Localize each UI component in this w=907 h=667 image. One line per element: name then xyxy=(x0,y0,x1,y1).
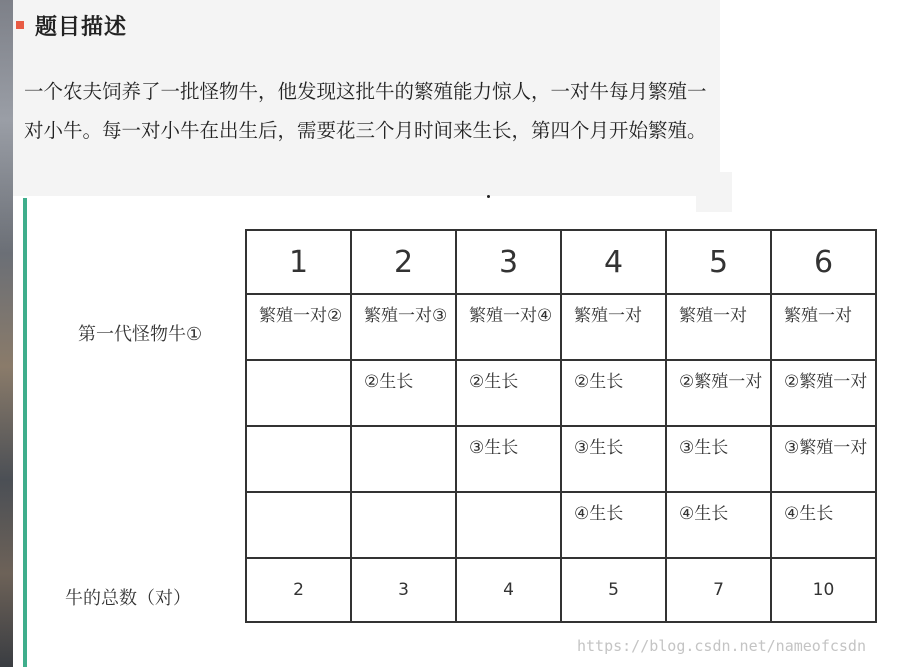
table-cell: ②生长 xyxy=(456,360,561,426)
figure-quote-bar xyxy=(23,198,27,667)
table-cell xyxy=(456,492,561,558)
stray-dot xyxy=(487,195,490,198)
background-photo-strip xyxy=(0,0,13,667)
table-cell: ②繁殖一对 xyxy=(771,360,876,426)
table-cell: 繁殖一对 xyxy=(561,294,666,360)
table-cell: ②生长 xyxy=(561,360,666,426)
table-cell: 繁殖一对 xyxy=(771,294,876,360)
row-label-total: 牛的总数（对） xyxy=(65,588,191,609)
table-cell: ③生长 xyxy=(666,426,771,492)
month-cell: 4 xyxy=(561,230,666,294)
table-row xyxy=(246,294,876,360)
month-cell: 6 xyxy=(771,230,876,294)
month-cell: 3 xyxy=(456,230,561,294)
total-row xyxy=(246,558,876,622)
table-cell: 繁殖一对② xyxy=(246,294,351,360)
watermark: https://blog.csdn.net/nameofcsdn xyxy=(577,637,866,655)
table-cell: 繁殖一对③ xyxy=(351,294,456,360)
table-cell xyxy=(351,426,456,492)
total-cell: 7 xyxy=(666,558,771,622)
row-label-first-generation: 第一代怪物牛① xyxy=(78,324,203,345)
title-marker-icon xyxy=(16,21,24,29)
section-header xyxy=(16,10,127,40)
table-row xyxy=(246,360,876,426)
table-cell: ②生长 xyxy=(351,360,456,426)
table-cell: ③生长 xyxy=(561,426,666,492)
table-cell: ④生长 xyxy=(561,492,666,558)
total-cell: 2 xyxy=(246,558,351,622)
month-cell: 5 xyxy=(666,230,771,294)
table-row xyxy=(246,492,876,558)
section-title: 题目描述 xyxy=(35,14,128,40)
table-cell xyxy=(246,360,351,426)
table-cell: 繁殖一对④ xyxy=(456,294,561,360)
description-card xyxy=(13,0,720,196)
table-cell xyxy=(246,426,351,492)
description-card-corner xyxy=(696,172,732,212)
month-cell: 1 xyxy=(246,230,351,294)
month-header-row xyxy=(246,230,876,294)
breeding-table xyxy=(245,229,877,623)
table-cell: ④生长 xyxy=(771,492,876,558)
table-cell: 繁殖一对 xyxy=(666,294,771,360)
total-cell: 5 xyxy=(561,558,666,622)
table-cell xyxy=(246,492,351,558)
total-cell: 3 xyxy=(351,558,456,622)
total-cell: 4 xyxy=(456,558,561,622)
table-cell: ④生长 xyxy=(666,492,771,558)
table-cell: ③生长 xyxy=(456,426,561,492)
table-cell: ③繁殖一对 xyxy=(771,426,876,492)
problem-description: 一个农夫饲养了一批怪物牛，他发现这批牛的繁殖能力惊人，一对牛每月繁殖一对小牛。每一对小牛在出生后，需要花三个月时间来生长，第四个月开始繁殖。 xyxy=(24,80,707,142)
table-cell: ②繁殖一对 xyxy=(666,360,771,426)
total-cell: 10 xyxy=(771,558,876,622)
month-cell: 2 xyxy=(351,230,456,294)
table-row xyxy=(246,426,876,492)
table-cell xyxy=(351,492,456,558)
